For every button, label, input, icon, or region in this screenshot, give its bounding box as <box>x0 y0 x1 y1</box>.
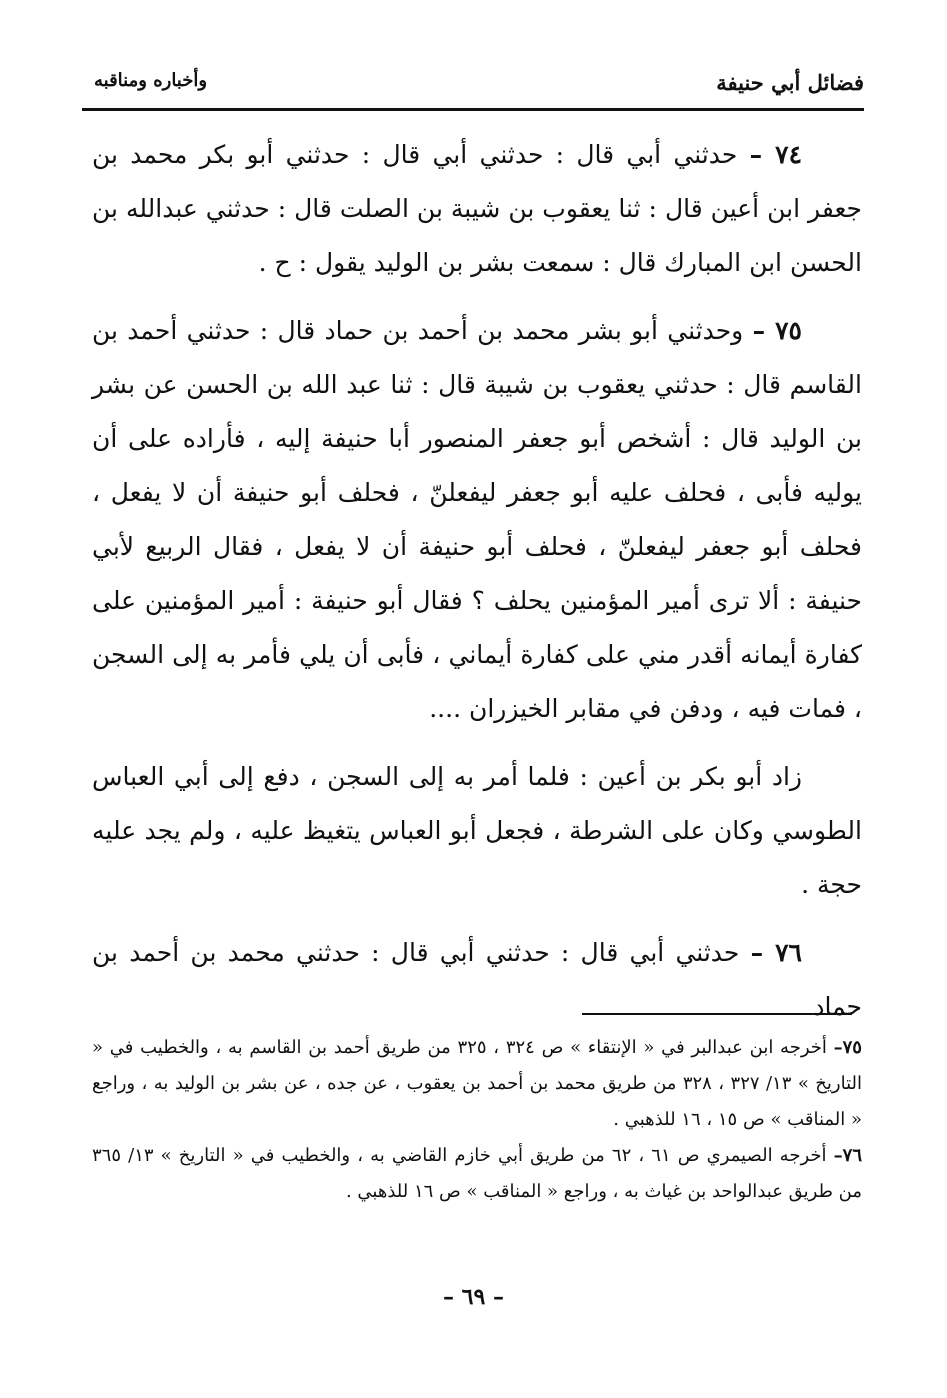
footnotes <box>92 1030 862 1210</box>
footnote-75 <box>92 1030 862 1138</box>
footnote-text: أخرجه الصيمري ص ٦١ ، ٦٢ من طريق أبي خازم القاضي به ، والخطيب في « التاريخ » ١٣/ ٣٦٥ من طريق عبدالواحد بن غياث به ، وراجع « المناقب » ص ١٦ للذهبي . <box>92 1145 862 1202</box>
paragraph-text: وحدثني أبو بشر محمد بن أحمد بن حماد قال : حدثني أحمد بن القاسم قال : حدثني يعقوب بن شيبة قال : ثنا عبد الله بن الحسن عن بشر بن الوليد قال : أشخص أبو جعفر المنصور أبا حنيفة إليه ، فأراده على أن يوليه فأبى ، فحلف عليه أبو جعفر ليفعلنّ ، فحلف أبو حنيفة أن لا يفعل ، فحلف أبو جعفر ليفعلنّ ، فحلف أبو حنيفة أن لا يفعل ، فقال الربيع لأبي حنيفة : ألا ترى أمير المؤمنين يحلف ؟ فقال أبو حنيفة : أمير المؤمنين على كفارة أيمانه أقدر مني على كفارة أيماني ، فأبى أن يلي فأمر به إلى السجن ، فمات فيه ، ودفن في مقابر الخيزران .... <box>92 316 862 723</box>
main-text <box>92 128 862 1034</box>
running-header <box>82 68 864 108</box>
paragraph-text: زاد أبو بكر بن أعين : فلما أمر به إلى السجن ، دفع إلى أبي العباس الطوسي وكان على الشرطة ، فجعل أبو العباس يتغيظ عليه ، ولم يجد عليه حجة . <box>92 762 862 899</box>
paragraph-text: حدثني أبي قال : حدثني أبي قال : حدثني أبو بكر محمد بن جعفر ابن أعين قال : ثنا يعقوب بن شيبة بن الصلت قال : حدثني عبدالله بن الحسن ابن المبارك قال : سمعت بشر بن الوليد يقول : ح . <box>92 140 862 277</box>
paragraph-74 <box>92 128 862 290</box>
footnote-number: ٧٦– <box>833 1145 862 1166</box>
header-divider <box>82 108 864 111</box>
footnote-divider <box>582 1013 852 1015</box>
footnote-text: أخرجه ابن عبدالبر في « الإنتقاء » ص ٣٢٤ ، ٣٢٥ من طريق أحمد بن القاسم به ، والخطيب في « التاريخ » ١٣/ ٣٢٧ ، ٣٢٨ من طريق محمد بن أحمد بن يعقوب ، عن جده ، عن بشر بن الوليد به ، وراجع « المناقب » ص ١٥ ، ١٦ للذهبي . <box>92 1037 862 1130</box>
paragraph-number: ٧٦ – <box>750 938 802 967</box>
header-book-subtitle: وأخباره ومناقبه <box>94 70 208 91</box>
paragraph-number: ٧٥ – <box>752 316 802 345</box>
footnote-number: ٧٥– <box>833 1037 862 1058</box>
paragraph-76 <box>92 926 862 1034</box>
paragraph-text: حدثني أبي قال : حدثني أبي قال : حدثني محمد بن أحمد بن حماد <box>92 938 862 1021</box>
page-number: – ٦٩ – <box>443 1284 504 1310</box>
paragraph-addition <box>92 750 862 912</box>
paragraph-75 <box>92 304 862 736</box>
header-book-title: فضائل أبي حنيفة <box>716 70 864 95</box>
paragraph-number: ٧٤ – <box>749 140 802 169</box>
footnote-76 <box>92 1138 862 1210</box>
